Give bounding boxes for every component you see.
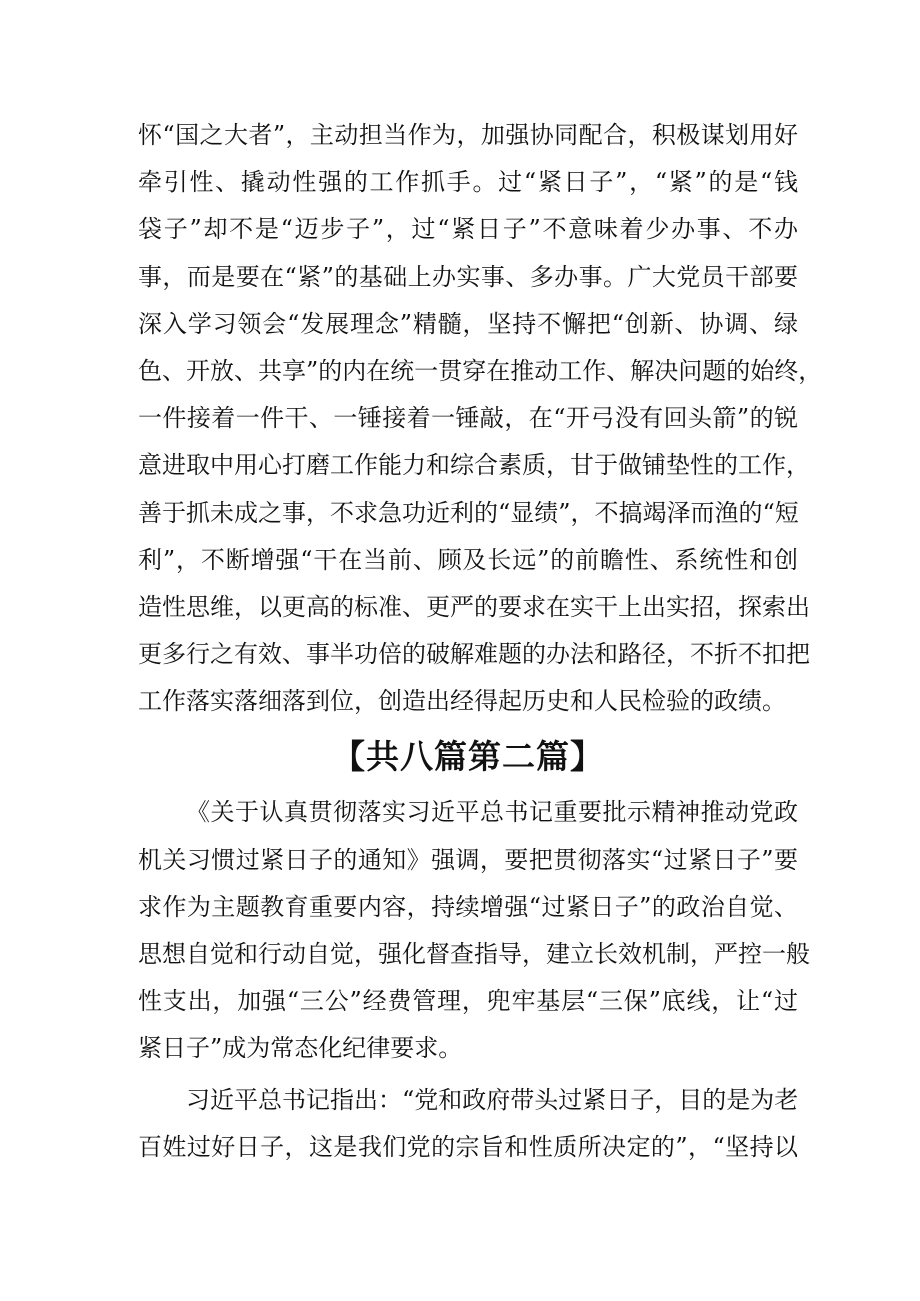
text-line: 思想自觉和行动自觉，强化督查指导，建立长效机制，严控一般 bbox=[138, 940, 810, 968]
text-line: 机关习惯过紧日子的通知》强调，要把贯彻落实“过紧日子”要 bbox=[138, 845, 798, 874]
text-line: 造性思维，以更高的标准、更严的要求在实干上出实招，探索出 bbox=[138, 592, 810, 621]
paragraph-1 bbox=[138, 112, 823, 725]
paragraph-2 bbox=[138, 789, 810, 1072]
text-line: 百姓过好日子，这是我们党的宗旨和性质所决定的”，“坚持以 bbox=[138, 1132, 798, 1161]
text-line: 紧日子”成为常态化纪律要求。 bbox=[138, 1034, 463, 1063]
text-line: 更多行之有效、事半功倍的破解难题的办法和路径，不折不扣把 bbox=[138, 640, 810, 669]
text-line: 习近平总书记指出：“党和政府带头过紧日子，目的是为老 bbox=[186, 1085, 799, 1114]
paragraph-3 bbox=[138, 1077, 798, 1171]
text-line: 深入学习领会“发展理念”精髓，坚持不懈把“创新、协调、绿 bbox=[138, 309, 798, 338]
text-line: 事，而是要在“紧”的基础上办实事、多办事。广大党员干部要 bbox=[138, 262, 798, 291]
text-line: 利”，不断增强“干在当前、顾及长远”的前瞻性、系统性和创 bbox=[138, 545, 798, 574]
text-line: 求作为主题教育重要内容，持续增强“过紧日子”的政治自觉、 bbox=[138, 892, 798, 921]
text-line: 一件接着一件干、一锤接着一锤敲，在“开弓没有回头箭”的锐 bbox=[138, 404, 798, 433]
text-line: 怀“国之大者”，主动担当作为，加强协同配合，积极谋划用好 bbox=[138, 121, 798, 149]
document-body bbox=[138, 112, 823, 1171]
text-line: 袋子”却不是“迈步子”，过“紧日子”不意味着少办事、不办 bbox=[138, 215, 798, 244]
text-line: 牵引性、撬动性强的工作抓手。过“紧日子”，“紧”的是“钱 bbox=[138, 168, 798, 197]
text-line: 色、开放、共享”的内在统一贯穿在推动工作、解决问题的始终， bbox=[138, 356, 823, 385]
text-line: 善于抓未成之事，不求急功近利的“显绩”，不搞竭泽而渔的“短 bbox=[138, 498, 799, 527]
section-heading: 【共八篇第二篇】 bbox=[332, 737, 604, 777]
text-line: 性支出，加强“三公”经费管理，兜牢基层“三保”底线，让“过 bbox=[138, 987, 798, 1016]
text-line: 《关于认真贯彻落实习近平总书记重要批示精神推动党政 bbox=[186, 798, 798, 827]
text-line: 工作落实落细落到位，创造出经得起历史和人民检验的政绩。 bbox=[138, 687, 786, 716]
text-line: 意进取中用心打磨工作能力和综合素质，甘于做铺垫性的工作， bbox=[138, 451, 810, 480]
